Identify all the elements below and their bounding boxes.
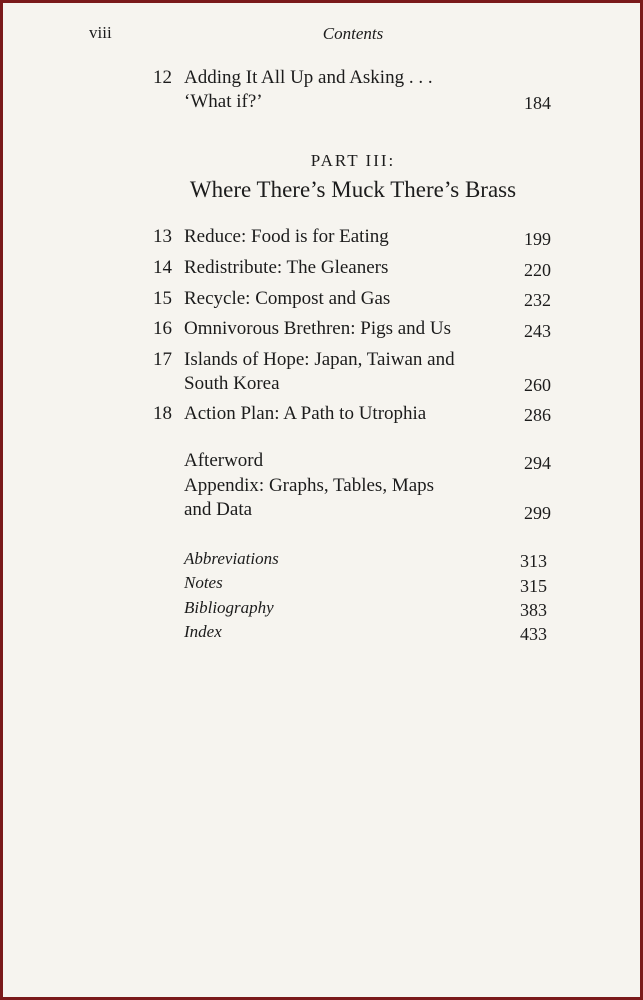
- entry-title-line2: and Data: [184, 499, 253, 520]
- entry-title: Notes: [184, 573, 223, 592]
- chapter-title-line2: ‘What if?’: [184, 91, 263, 112]
- chapter-number: 15: [153, 288, 172, 309]
- entry-title: Afterword: [184, 450, 264, 471]
- chapter-page: 232: [524, 290, 551, 310]
- chapter-page: 286: [524, 405, 551, 425]
- chapter-page: 184: [524, 93, 551, 113]
- chapter-number: 13: [153, 226, 172, 247]
- chapter-title: Action Plan: A Path to Utrophia: [184, 403, 427, 424]
- chapter-page: 260: [524, 375, 551, 395]
- entry-page: 383: [520, 600, 547, 620]
- entry-title-line1: Appendix: Graphs, Tables, Maps: [184, 475, 435, 496]
- chapter-number: 14: [153, 257, 172, 278]
- chapter-page: 199: [524, 229, 551, 249]
- part-title: Where There’s Muck There’s Brass: [189, 177, 517, 202]
- entry-page: 313: [520, 551, 547, 571]
- entry-title: Index: [184, 622, 222, 641]
- chapter-title: Omnivorous Brethren: Pigs and Us: [184, 318, 452, 339]
- entry-title: Bibliography: [184, 598, 274, 617]
- part-label: PART III:: [310, 151, 396, 170]
- chapter-number: 12: [153, 67, 172, 88]
- chapter-title: Reduce: Food is for Eating: [184, 226, 389, 247]
- entry-page: 294: [524, 453, 551, 473]
- chapter-page: 220: [524, 260, 551, 280]
- entry-page: 299: [524, 503, 551, 523]
- entry-title: Abbreviations: [184, 549, 279, 568]
- chapter-title-line1: Islands of Hope: Japan, Taiwan and: [184, 349, 455, 370]
- chapter-number: 17: [153, 349, 172, 370]
- chapter-number: 16: [153, 318, 172, 339]
- chapter-page: 243: [524, 321, 551, 341]
- page-number: viii: [89, 23, 112, 42]
- chapter-title: Recycle: Compost and Gas: [184, 288, 391, 309]
- entry-page: 433: [520, 624, 547, 644]
- chapter-title-line2: South Korea: [184, 373, 280, 394]
- chapter-title-line1: Adding It All Up and Asking . . .: [184, 67, 433, 88]
- chapter-number: 18: [153, 403, 172, 424]
- running-title: Contents: [322, 24, 384, 43]
- chapter-title: Redistribute: The Gleaners: [184, 257, 389, 278]
- entry-page: 315: [520, 576, 547, 596]
